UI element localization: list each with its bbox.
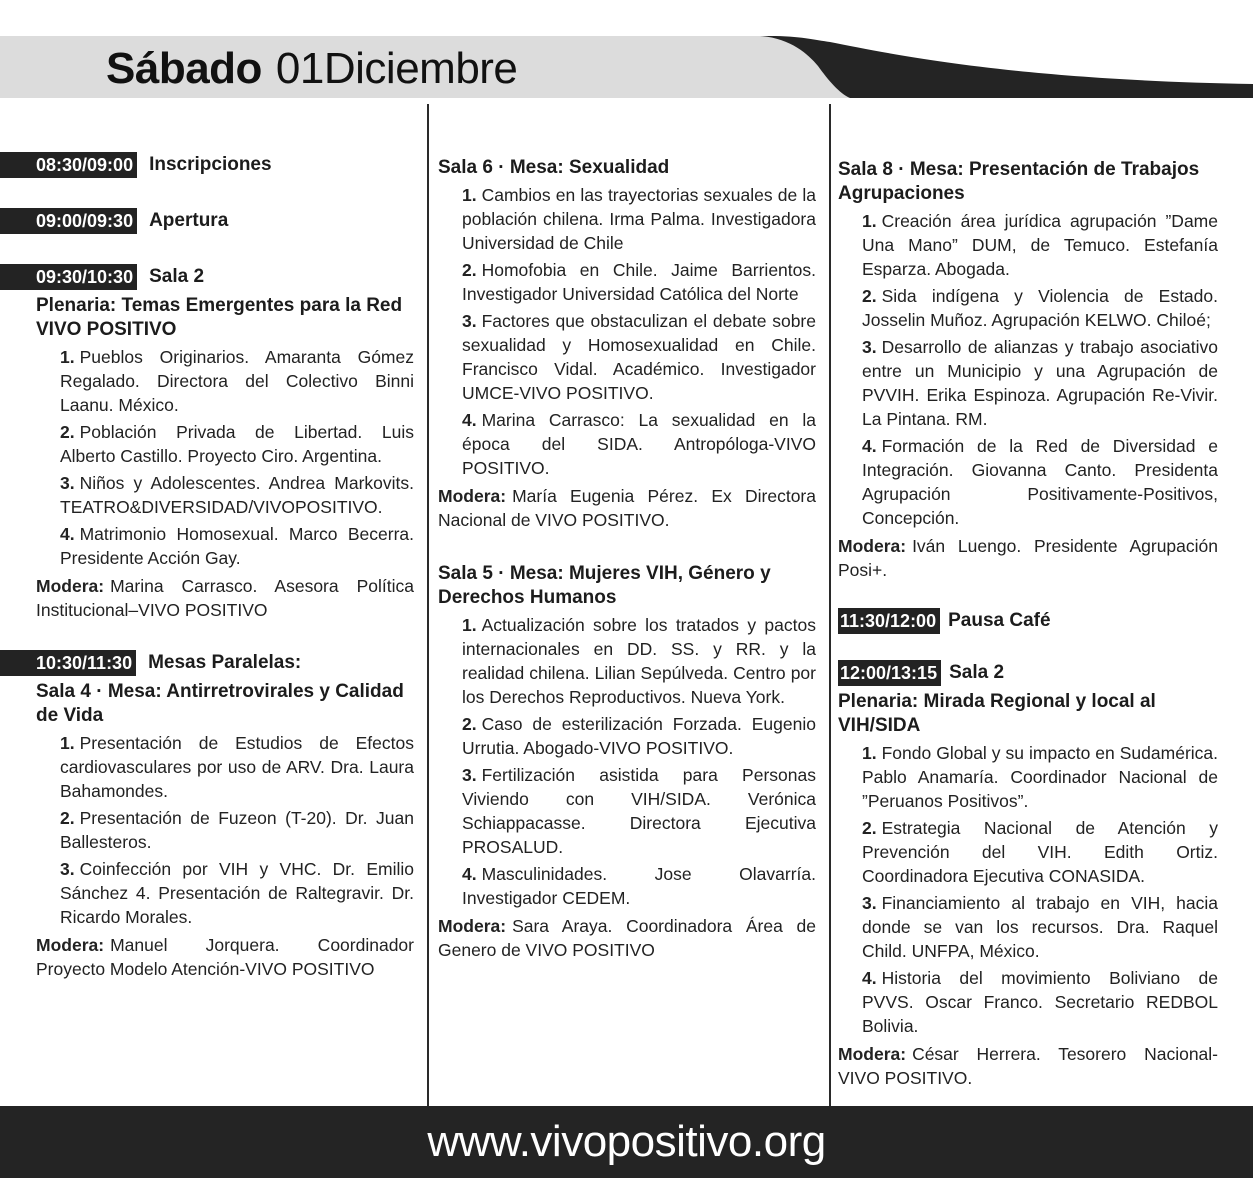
moderator-text: Manuel Jorquera. Coordinador Proyecto Modelo Atención-VIVO POSITIVO [36,935,414,979]
session-heading: Sala 5 · Mesa: Mujeres VIH, Género y Derechos Humanos [438,563,771,608]
footer-band [0,1106,1253,1178]
session-heading: Plenaria: Temas Emergentes para la Red VIVO POSITIVO [36,295,403,340]
moderator-line [36,933,414,981]
spacer [0,234,414,252]
header-band [0,36,1253,98]
item-text: Marina Carrasco: La sexualidad en la época del SIDA. Antropóloga-VIVO POSITIVO. [462,410,816,478]
list-item [462,258,816,306]
item-number: 4. [862,968,877,988]
time-slot [838,660,1218,686]
column-divider-left [427,104,429,1106]
time-badge: 10:30/11:30 [0,650,136,676]
item-text: Homofobia en Chile. Jaime Barrientos. Investigador Universidad Católica del Norte [462,260,816,304]
moderator-line [838,1042,1218,1090]
list-item [862,434,1218,530]
moderator-line [438,914,816,962]
item-number: 3. [862,337,877,357]
list-item [462,763,816,859]
session-heading: Sala 4 · Mesa: Antirretrovirales y Calidad de Vida [36,681,404,726]
website-url: www.vivopositivo.org [427,1117,826,1166]
item-number: 1. [462,185,477,205]
moderator-label: Modera: [36,935,105,955]
time-badge: 09:00/09:30 [0,208,137,234]
item-text: Creación área jurídica agrupación ”Dame Una Mano” DUM, de Temuco. Estefanía Esparza. Abogada. [862,211,1218,279]
time-slot [0,152,414,178]
time-slot [0,208,414,234]
item-number: 2. [60,808,75,828]
item-text: Población Privada de Libertad. Luis Alberto Castillo. Proyecto Ciro. Argentina. [60,422,414,466]
item-text: Factores que obstaculizan el debate sobre sexualidad y Homosexualidad en Chile. Francisco Vidal. Académico. Investigador UMCE-VIVO POSITIVO. [462,311,816,403]
moderator-label: Modera: [838,1044,907,1064]
slot-label: Mesas Paralelas: [148,652,302,673]
slot-label: Pausa Café [948,610,1051,631]
item-number: 2. [462,714,477,734]
time-badge: 12:00/13:15 [838,660,941,686]
list-item [60,857,414,929]
item-number: 1. [60,733,75,753]
session-block [438,562,816,962]
list-item [60,522,414,570]
item-number: 1. [862,743,877,763]
item-number: 4. [862,436,877,456]
list-item [462,862,816,910]
program-column-3 [838,158,1218,1090]
list-item [60,420,414,468]
list-item [60,471,414,519]
item-text: Pueblos Originarios. Amaranta Gómez Regalado. Directora del Colectivo Binni Laanu. México. [60,347,414,415]
item-number: 3. [862,893,877,913]
item-number: 3. [462,765,477,785]
item-text: Estrategia Nacional de Atención y Prevención del VIH. Edith Ortiz. Coordinadora Ejecutiva CONASIDA. [862,818,1218,886]
time-slot [0,650,414,676]
list-item [60,731,414,803]
item-text: Cambios en las trayectorias sexuales de la población chilena. Irma Palma. Investigadora Universidad de Chile [462,185,816,253]
list-item [462,613,816,709]
slot-label: Inscripciones [149,154,272,175]
item-number: 2. [462,260,477,280]
moderator-text: Iván Luengo. Presidente Agrupación Posi+. [838,536,1218,580]
item-text: Matrimonio Homosexual. Marco Becerra. Presidente Acción Gay. [60,524,414,568]
list-item [862,966,1218,1038]
moderator-line [438,484,816,532]
page-title [106,40,517,98]
moderator-label: Modera: [438,486,507,506]
list-item [862,816,1218,888]
time-badge: 08:30/09:00 [0,152,137,178]
session-block [838,660,1218,1090]
item-text: Fertilización asistida para Personas Viviendo con VIH/SIDA. Verónica Schiappacasse. Directora Ejecutiva PROSALUD. [462,765,816,857]
time-slot [0,264,414,290]
item-text: Fondo Global y su impacto en Sudamérica. Pablo Anamaría. Coordinador Nacional de ”Peruanos Positivos”. [862,743,1218,811]
time-slot [838,608,1218,634]
time-badge: 11:30/12:00 [838,608,940,634]
title-day: Sábado [106,44,262,93]
item-text: Coinfección por VIH y VHC. Dr. Emilio Sánchez 4. Presentación de Raltegravir. Dr. Ricardo Morales. [60,859,414,927]
list-item [462,408,816,480]
item-number: 4. [60,524,75,544]
list-item [60,345,414,417]
item-number: 4. [462,864,477,884]
program-column-2 [438,156,816,962]
item-text: Niños y Adolescentes. Andrea Markovits. TEATRO&DIVERSIDAD/VIVOPOSITIVO. [60,473,414,517]
spacer [0,178,414,196]
item-text: Presentación de Estudios de Efectos cardiovasculares por uso de ARV. Dra. Laura Bahamondes. [60,733,414,801]
item-number: 4. [462,410,477,430]
session-heading: Sala 8 · Mesa: Presentación de Trabajos Agrupaciones [838,159,1200,204]
item-text: Formación de la Red de Diversidad e Integración. Giovanna Canto. Presidenta Agrupación Positivamente-Positivos, Concepción. [862,436,1218,528]
list-item [862,209,1218,281]
item-number: 2. [60,422,75,442]
moderator-label: Modera: [838,536,907,556]
title-date: 01Diciembre [275,44,518,93]
moderator-line [36,574,414,622]
moderator-text: César Herrera. Tesorero Nacional-VIVO POSITIVO. [838,1044,1218,1088]
item-text: Actualización sobre los tratados y pactos internacionales en DD. SS. y RR. y la realidad chilena. Lilian Sepúlveda. Centro por los Derechos Reproductivos. Nueva York. [462,615,816,707]
item-number: 3. [60,859,75,879]
slot-label: Sala 2 [949,662,1005,683]
list-item [462,183,816,255]
list-item [862,741,1218,813]
item-number: 2. [862,286,877,306]
session-heading: Plenaria: Mirada Regional y local al VIH/SIDA [838,691,1156,736]
session-block [438,156,816,532]
time-badge: 09:30/10:30 [0,264,137,290]
list-item [862,891,1218,963]
item-text: Presentación de Fuzeon (T-20). Dr. Juan Ballesteros. [60,808,414,852]
item-number: 2. [862,818,877,838]
list-item [862,335,1218,431]
list-item [462,712,816,760]
slot-label: Sala 2 [149,266,205,287]
moderator-line [838,534,1218,582]
item-number: 1. [60,347,75,367]
column-divider-right [829,104,831,1106]
session-block [838,608,1218,634]
item-number: 3. [60,473,75,493]
item-text: Financiamiento al trabajo en VIH, hacia donde se van los recursos. Dra. Raquel Child. UNFPA, México. [862,893,1218,961]
session-block [838,158,1218,582]
item-text: Caso de esterilización Forzada. Eugenio Urrutia. Abogado-VIVO POSITIVO. [462,714,816,758]
list-item [862,284,1218,332]
session-heading: Sala 6 · Mesa: Sexualidad [438,157,670,178]
item-text: Masculinidades. Jose Olavarría. Investigador CEDEM. [462,864,816,908]
item-text: Desarrollo de alianzas y trabajo asociativo entre un Municipio y una Agrupación de PVVIH. Erika Espinoza. Agrupación Re-Vivir. La Pintana. RM. [862,337,1218,429]
item-text: Sida indígena y Violencia de Estado. Josselin Muñoz. Agrupación KELWO. Chiloé; [862,286,1218,330]
moderator-text: Sara Araya. Coordinadora Área de Genero de VIVO POSITIVO [438,916,816,960]
item-number: 1. [462,615,477,635]
list-item [60,806,414,854]
moderator-label: Modera: [438,916,507,936]
item-text: Historia del movimiento Boliviano de PVVS. Oscar Franco. Secretario REDBOL Bolivia. [862,968,1218,1036]
item-number: 1. [862,211,877,231]
session-block [0,650,414,981]
moderator-label: Modera: [36,576,105,596]
item-number: 3. [462,311,477,331]
program-column-1 [0,152,414,981]
moderator-text: María Eugenia Pérez. Ex Directora Nacional de VIVO POSITIVO. [438,486,816,530]
slot-label: Apertura [149,210,229,231]
moderator-text: Marina Carrasco. Asesora Política Institucional–VIVO POSITIVO [36,576,414,620]
list-item [462,309,816,405]
